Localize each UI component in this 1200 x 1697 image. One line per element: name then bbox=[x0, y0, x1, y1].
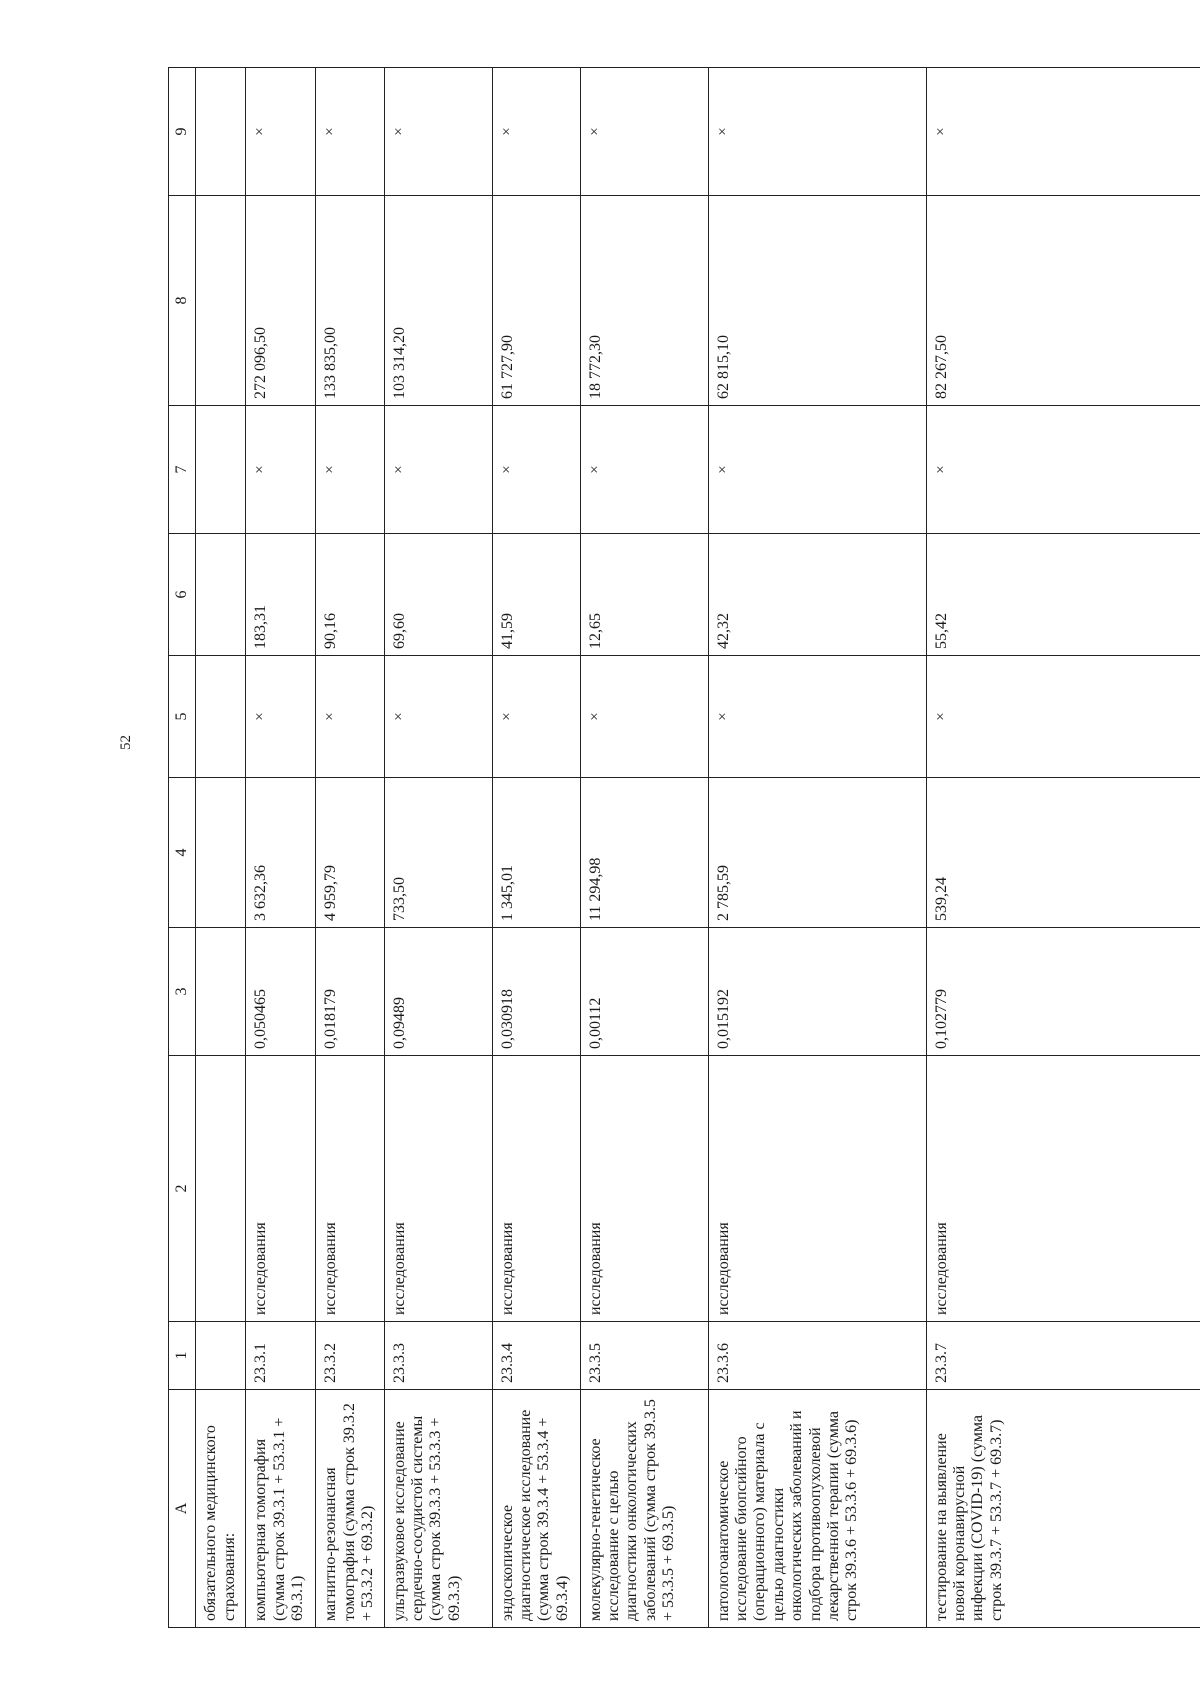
header-cell: 7 bbox=[169, 406, 196, 534]
cell-col9: × bbox=[246, 68, 316, 196]
cell-col8: 103 314,20 bbox=[384, 196, 492, 406]
header-cell: 2 bbox=[169, 1056, 196, 1322]
row-name: эндоскопическое диагностическое исследование (сумма строк 39.3.4 + 53.3.4 + 69.3.4) bbox=[492, 1390, 580, 1628]
cell-col5: × bbox=[492, 656, 580, 778]
row-name: патологоанатомическое исследование биопсийного (операционного) материала с целью диагностики онкологических заболеваний и подбора противоопухолевой лекарственной терапии (сумма строк 39.3.6 + 53.3.6 + 69.3.6) bbox=[708, 1390, 926, 1628]
cell-col9: × bbox=[384, 68, 492, 196]
cell-col6: 12,65 bbox=[580, 534, 708, 656]
cell-col9: × bbox=[316, 68, 384, 196]
cell-col5: × bbox=[926, 656, 1200, 778]
row-name: тестирование на выявление новой коронавирусной инфекции (COVID-19) (сумма строк 39.3.7 + 53.3.7 + 69.3.7) bbox=[926, 1390, 1200, 1628]
cell-col9: × bbox=[492, 68, 580, 196]
row-unit: исследования bbox=[492, 1056, 580, 1322]
row-unit: исследования bbox=[384, 1056, 492, 1322]
cell-col8: 133 835,00 bbox=[316, 196, 384, 406]
row-code: 23.3.2 bbox=[316, 1322, 384, 1390]
table-row bbox=[384, 68, 492, 1628]
data-table bbox=[168, 67, 1200, 1628]
header-cell: 1 bbox=[169, 1322, 196, 1390]
cell-col9: × bbox=[580, 68, 708, 196]
cell-col4: 2 785,59 bbox=[708, 778, 926, 928]
cell-col5: × bbox=[580, 656, 708, 778]
cell-col4: 1 345,01 bbox=[492, 778, 580, 928]
cell-col4: 3 632,36 bbox=[246, 778, 316, 928]
cell-col6: 183,31 bbox=[246, 534, 316, 656]
cell-col8: 18 772,30 bbox=[580, 196, 708, 406]
table-row bbox=[708, 68, 926, 1628]
cell-col6: 41,59 bbox=[492, 534, 580, 656]
table-row bbox=[926, 68, 1200, 1628]
row-code: 23.3.1 bbox=[246, 1322, 316, 1390]
cell-col6: 55,42 bbox=[926, 534, 1200, 656]
cell-col7: × bbox=[926, 406, 1200, 534]
cell-col5: × bbox=[708, 656, 926, 778]
cell-col8: 61 727,90 bbox=[492, 196, 580, 406]
header-cell: А bbox=[169, 1390, 196, 1628]
header-cell: 5 bbox=[169, 656, 196, 778]
header-cell: 9 bbox=[169, 68, 196, 196]
cell-col7: × bbox=[384, 406, 492, 534]
header-cell: 4 bbox=[169, 778, 196, 928]
row-name: магнитно-резонансная томография (сумма строк 39.3.2 + 53.3.2 + 69.3.2) bbox=[316, 1390, 384, 1628]
cell-col6: 69,60 bbox=[384, 534, 492, 656]
cell-col9: × bbox=[926, 68, 1200, 196]
cell-col5: × bbox=[384, 656, 492, 778]
cell-col7: × bbox=[316, 406, 384, 534]
table-row bbox=[492, 68, 580, 1628]
cell-col3: 0,018179 bbox=[316, 928, 384, 1056]
continuation-row bbox=[196, 68, 246, 1628]
header-cell: 3 bbox=[169, 928, 196, 1056]
cell-col4: 539,24 bbox=[926, 778, 1200, 928]
row-code: 23.3.6 bbox=[708, 1322, 926, 1390]
cell-col3: 0,030918 bbox=[492, 928, 580, 1056]
row-unit: исследования bbox=[580, 1056, 708, 1322]
cell-col5: × bbox=[246, 656, 316, 778]
row-unit: исследования bbox=[246, 1056, 316, 1322]
table-row bbox=[246, 68, 316, 1628]
cell-col3: 0,050465 bbox=[246, 928, 316, 1056]
cell-col5: × bbox=[316, 656, 384, 778]
cell-col6: 90,16 bbox=[316, 534, 384, 656]
cell-col8: 62 815,10 bbox=[708, 196, 926, 406]
row-unit: исследования bbox=[708, 1056, 926, 1322]
continuation-label: обязательного медицинского страхования: bbox=[196, 1390, 246, 1628]
header-cell: 8 bbox=[169, 196, 196, 406]
cell-col7: × bbox=[246, 406, 316, 534]
table-row bbox=[580, 68, 708, 1628]
header-cell: 6 bbox=[169, 534, 196, 656]
header-row bbox=[169, 68, 196, 1628]
cell-col3: 0,00112 bbox=[580, 928, 708, 1056]
cell-col3: 0,09489 bbox=[384, 928, 492, 1056]
row-name: ультразвуковое исследование сердечно-сосудистой системы (сумма строк 39.3.3 + 53.3.3 + 69.3.3) bbox=[384, 1390, 492, 1628]
rotated-table-wrapper bbox=[168, 68, 1200, 1628]
cell-col7: × bbox=[708, 406, 926, 534]
row-code: 23.3.4 bbox=[492, 1322, 580, 1390]
row-name: компьютерная томография (сумма строк 39.3.1 + 53.3.1 + 69.3.1) bbox=[246, 1390, 316, 1628]
row-code: 23.3.5 bbox=[580, 1322, 708, 1390]
cell-col4: 4 959,79 bbox=[316, 778, 384, 928]
cell-col7: × bbox=[492, 406, 580, 534]
cell-col3: 0,015192 bbox=[708, 928, 926, 1056]
row-unit: исследования bbox=[926, 1056, 1200, 1322]
table-row bbox=[316, 68, 384, 1628]
cell-col4: 11 294,98 bbox=[580, 778, 708, 928]
row-code: 23.3.7 bbox=[926, 1322, 1200, 1390]
cell-col9: × bbox=[708, 68, 926, 196]
cell-col8: 272 096,50 bbox=[246, 196, 316, 406]
cell-col7: × bbox=[580, 406, 708, 534]
page-number: 52 bbox=[118, 735, 134, 750]
cell-col3: 0,102779 bbox=[926, 928, 1200, 1056]
cell-col8: 82 267,50 bbox=[926, 196, 1200, 406]
row-unit: исследования bbox=[316, 1056, 384, 1322]
cell-col6: 42,32 bbox=[708, 534, 926, 656]
cell-col4: 733,50 bbox=[384, 778, 492, 928]
row-name: молекулярно-генетическое исследование с целью диагностики онкологических заболеваний (сумма строк 39.3.5 + 53.3.5 + 69.3.5) bbox=[580, 1390, 708, 1628]
row-code: 23.3.3 bbox=[384, 1322, 492, 1390]
